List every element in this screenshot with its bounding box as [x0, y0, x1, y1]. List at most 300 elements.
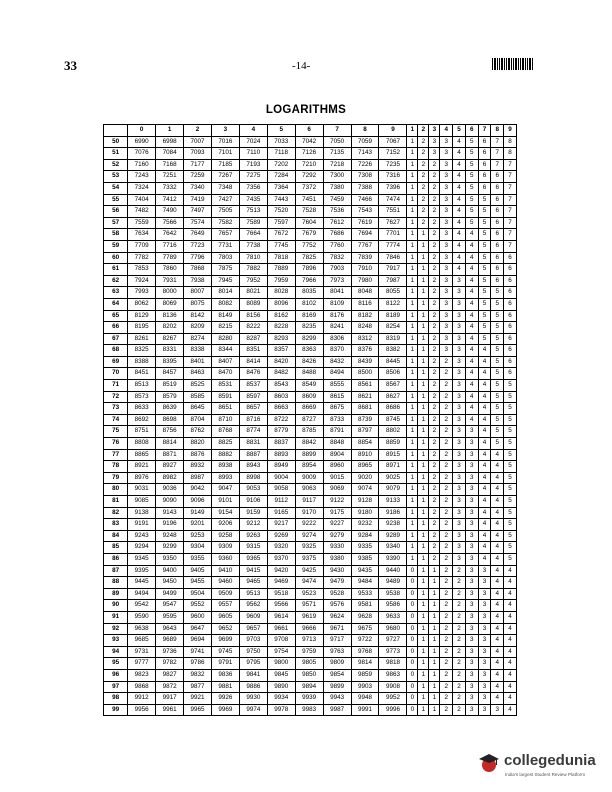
table-cell: 2	[429, 345, 440, 357]
table-cell: 7396	[379, 182, 407, 194]
table-cell: 9717	[323, 635, 351, 647]
table-cell: 2	[429, 298, 440, 310]
table-cell: 8609	[295, 391, 323, 403]
table-cell: 3	[440, 206, 453, 218]
table-cell: 4	[453, 182, 466, 194]
table-row	[104, 542, 517, 554]
table-cell: 0	[407, 600, 418, 612]
table-cell: 4	[465, 380, 478, 392]
table-cell: 1	[407, 310, 418, 322]
table-cell: 7966	[295, 275, 323, 287]
table-cell: 9609	[239, 611, 267, 623]
table-cell: 7497	[184, 206, 212, 218]
table-cell: 8567	[379, 380, 407, 392]
row-number-cell: 62	[104, 275, 128, 287]
table-row	[104, 171, 517, 183]
table-cell: 3	[465, 588, 478, 600]
table-cell: 8859	[379, 438, 407, 450]
table-row	[104, 380, 517, 392]
table-cell: 8887	[239, 449, 267, 461]
table-cell: 1	[418, 669, 429, 681]
table-cell: 2	[429, 438, 440, 450]
table-cell: 7551	[379, 206, 407, 218]
table-cell: 4	[491, 693, 504, 705]
table-cell: 7292	[295, 171, 323, 183]
table-cell: 8837	[267, 438, 295, 450]
table-cell: 7	[491, 148, 504, 160]
table-cell: 8651	[211, 403, 239, 415]
table-cell: 8488	[295, 368, 323, 380]
table-cell: 1	[418, 426, 429, 438]
row-number-cell: 87	[104, 565, 128, 577]
table-row	[104, 461, 517, 473]
table-cell: 4	[453, 148, 466, 160]
table-cell: 9713	[295, 635, 323, 647]
table-cell: 6	[504, 368, 517, 380]
row-number-cell: 61	[104, 264, 128, 276]
table-cell: 5	[465, 148, 478, 160]
table-cell: 9703	[239, 635, 267, 647]
table-cell: 8854	[351, 438, 379, 450]
table-cell: 7259	[184, 171, 212, 183]
table-cell: 9581	[351, 600, 379, 612]
table-cell: 1	[418, 472, 429, 484]
row-number-cell: 99	[104, 704, 128, 716]
table-cell: 9154	[211, 507, 239, 519]
table-cell: 7275	[239, 171, 267, 183]
table-cell: 9773	[379, 646, 407, 658]
table-cell: 6	[491, 206, 504, 218]
table-cell: 1	[418, 438, 429, 450]
table-cell: 2	[440, 669, 453, 681]
table-cell: 3	[465, 623, 478, 635]
table-cell: 5	[491, 310, 504, 322]
table-cell: 9128	[351, 496, 379, 508]
table-cell: 9628	[351, 611, 379, 623]
table-cell: 9983	[295, 704, 323, 716]
table-cell: 7202	[267, 159, 295, 171]
table-cell: 9149	[184, 507, 212, 519]
row-number-cell: 57	[104, 217, 128, 229]
table-cell: 2	[429, 380, 440, 392]
table-cell: 7332	[156, 182, 184, 194]
table-cell: 1	[429, 681, 440, 693]
table-cell: 9863	[379, 669, 407, 681]
table-cell: 7076	[128, 148, 156, 160]
table-row	[104, 310, 517, 322]
table-cell: 3	[478, 635, 491, 647]
table-cell: 8312	[351, 333, 379, 345]
table-cell: 5	[478, 287, 491, 299]
table-row	[104, 704, 517, 716]
table-cell: 7135	[323, 148, 351, 160]
page-title: LOGARITHMS	[265, 104, 347, 116]
table-cell: 1	[429, 658, 440, 670]
table-cell: 2	[418, 171, 429, 183]
table-cell: 7218	[323, 159, 351, 171]
table-cell: 8915	[379, 449, 407, 461]
table-cell: 3	[465, 472, 478, 484]
table-cell: 9991	[351, 704, 379, 716]
table-cell: 2	[429, 368, 440, 380]
table-cell: 5	[478, 229, 491, 241]
table-cell: 6	[491, 240, 504, 252]
table-cell: 7388	[351, 182, 379, 194]
table-cell: 7110	[239, 148, 267, 160]
table-cell: 3	[465, 611, 478, 623]
row-number-cell: 68	[104, 345, 128, 357]
table-cell: 8681	[351, 403, 379, 415]
table-cell: 0	[407, 693, 418, 705]
table-cell: 1	[407, 240, 418, 252]
row-number-cell: 77	[104, 449, 128, 461]
table-cell: 3	[465, 496, 478, 508]
table-cell: 5	[504, 461, 517, 473]
table-row	[104, 611, 517, 623]
column-header: 3	[211, 125, 239, 137]
table-cell: 9542	[128, 600, 156, 612]
row-number-cell: 69	[104, 356, 128, 368]
column-header: 4	[239, 125, 267, 137]
table-cell: 7672	[267, 229, 295, 241]
table-cell: 7589	[239, 217, 267, 229]
table-cell: 1	[407, 217, 418, 229]
table-cell: 3	[453, 507, 466, 519]
table-cell: 5	[504, 484, 517, 496]
table-cell: 7597	[267, 217, 295, 229]
table-cell: 2	[453, 600, 466, 612]
table-cell: 7404	[128, 194, 156, 206]
table-cell: 3	[429, 148, 440, 160]
table-cell: 7612	[323, 217, 351, 229]
table-cell: 8621	[351, 391, 379, 403]
table-cell: 4	[465, 229, 478, 241]
table-cell: 6	[504, 298, 517, 310]
table-cell: 9227	[323, 519, 351, 531]
table-cell: 7	[504, 182, 517, 194]
table-cell: 9675	[351, 623, 379, 635]
table-cell: 3	[440, 229, 453, 241]
table-cell: 7559	[128, 217, 156, 229]
table-cell: 1	[407, 182, 418, 194]
table-cell: 1	[418, 519, 429, 531]
table-cell: 2	[440, 530, 453, 542]
table-cell: 9232	[351, 519, 379, 531]
table-cell: 3	[465, 530, 478, 542]
table-cell: 4	[465, 322, 478, 334]
table-cell: 3	[453, 368, 466, 380]
table-cell: 8645	[184, 403, 212, 415]
table-cell: 8756	[156, 426, 184, 438]
table-cell: 0	[407, 681, 418, 693]
table-cell: 1	[407, 356, 418, 368]
table-cell: 2	[440, 484, 453, 496]
table-cell: 4	[478, 449, 491, 461]
table-cell: 1	[407, 287, 418, 299]
table-cell: 9566	[267, 600, 295, 612]
table-cell: 4	[465, 264, 478, 276]
table-cell: 9722	[351, 635, 379, 647]
table-cell: 6	[491, 182, 504, 194]
table-cell: 7126	[295, 148, 323, 160]
table-cell: 8445	[379, 356, 407, 368]
table-cell: 8388	[128, 356, 156, 368]
table-cell: 8082	[211, 298, 239, 310]
table-cell: 9315	[239, 542, 267, 554]
table-cell: 5	[504, 414, 517, 426]
table-cell: 9952	[379, 693, 407, 705]
table-cell: 1	[407, 507, 418, 519]
table-row	[104, 182, 517, 194]
table-cell: 4	[491, 461, 504, 473]
table-cell: 4	[465, 240, 478, 252]
column-header: 7	[478, 125, 491, 137]
table-cell: 6	[478, 182, 491, 194]
table-cell: 9206	[211, 519, 239, 531]
table-cell: 2	[418, 194, 429, 206]
table-cell: 1	[418, 240, 429, 252]
table-cell: 9469	[267, 577, 295, 589]
table-cell: 8633	[128, 403, 156, 415]
table-cell: 1	[407, 298, 418, 310]
table-cell: 7251	[156, 171, 184, 183]
table-cell: 8960	[323, 461, 351, 473]
column-header: 8	[351, 125, 379, 137]
table-cell: 0	[407, 623, 418, 635]
table-cell: 2	[429, 171, 440, 183]
table-cell: 7752	[295, 240, 323, 252]
table-cell: 2	[429, 496, 440, 508]
table-cell: 7	[504, 229, 517, 241]
table-cell: 6	[491, 217, 504, 229]
table-cell: 8733	[323, 414, 351, 426]
table-cell: 7	[504, 217, 517, 229]
table-cell: 1	[407, 391, 418, 403]
table-cell: 7419	[184, 194, 212, 206]
table-cell: 0	[407, 635, 418, 647]
table-cell: 7372	[295, 182, 323, 194]
table-cell: 2	[440, 391, 453, 403]
table-cell: 4	[478, 519, 491, 531]
table-cell: 8142	[184, 310, 212, 322]
table-cell: 8537	[239, 380, 267, 392]
table-cell: 1	[418, 611, 429, 623]
table-cell: 5	[478, 206, 491, 218]
table-cell: 8331	[156, 345, 184, 357]
table-cell: 7451	[295, 194, 323, 206]
table-cell: 9805	[295, 658, 323, 670]
table-cell: 5	[504, 449, 517, 461]
table-cell: 8376	[351, 345, 379, 357]
table-cell: 9350	[156, 553, 184, 565]
table-cell: 8267	[156, 333, 184, 345]
table-cell: 9763	[323, 646, 351, 658]
table-cell: 7882	[239, 264, 267, 276]
table-cell: 9484	[351, 577, 379, 589]
table-cell: 8774	[239, 426, 267, 438]
table-cell: 4	[453, 136, 466, 148]
table-cell: 2	[440, 356, 453, 368]
table-cell: 9845	[267, 669, 295, 681]
table-cell: 7007	[184, 136, 212, 148]
watermark-tagline: India's largest Student Review Platform	[505, 772, 586, 777]
table-cell: 9025	[379, 472, 407, 484]
table-cell: 4	[491, 681, 504, 693]
table-cell: 8549	[295, 380, 323, 392]
table-cell: 9605	[211, 611, 239, 623]
table-cell: 2	[418, 159, 429, 171]
table-cell: 9759	[295, 646, 323, 658]
table-cell: 2	[440, 449, 453, 461]
table-cell: 7324	[128, 182, 156, 194]
table-cell: 4	[504, 588, 517, 600]
table-cell: 4	[491, 496, 504, 508]
table-cell: 8791	[323, 426, 351, 438]
table-cell: 9479	[323, 577, 351, 589]
row-number-cell: 53	[104, 171, 128, 183]
table-row	[104, 635, 517, 647]
table-cell: 9335	[351, 542, 379, 554]
row-number-cell: 75	[104, 426, 128, 438]
table-cell: 8089	[239, 298, 267, 310]
table-cell: 9643	[156, 623, 184, 635]
logarithm-table	[103, 124, 517, 716]
table-cell: 8	[504, 136, 517, 148]
table-cell: 1	[418, 264, 429, 276]
table-cell: 8494	[323, 368, 351, 380]
table-cell: 3	[465, 658, 478, 670]
table-cell: 7973	[323, 275, 351, 287]
table-cell: 8657	[239, 403, 267, 415]
table-cell: 9912	[128, 693, 156, 705]
row-number-cell: 79	[104, 472, 128, 484]
table-cell: 9499	[156, 588, 184, 600]
table-cell: 9117	[295, 496, 323, 508]
table-cell: 2	[429, 449, 440, 461]
table-cell: 9217	[267, 519, 295, 531]
column-header: 7	[323, 125, 351, 137]
table-cell: 6998	[156, 136, 184, 148]
row-number-cell: 81	[104, 496, 128, 508]
table-cell: 9614	[267, 611, 295, 623]
row-number-cell: 85	[104, 542, 128, 554]
table-cell: 8319	[379, 333, 407, 345]
table-cell: 4	[504, 623, 517, 635]
table-cell: 9455	[184, 577, 212, 589]
table-cell: 7364	[267, 182, 295, 194]
table-cell: 9657	[239, 623, 267, 635]
table-cell: 8692	[128, 414, 156, 426]
table-cell: 3	[453, 553, 466, 565]
table-cell: 8943	[239, 461, 267, 473]
table-row	[104, 240, 517, 252]
row-number-cell: 50	[104, 136, 128, 148]
row-number-cell: 51	[104, 148, 128, 160]
table-cell: 1	[418, 577, 429, 589]
table-cell: 2	[429, 217, 440, 229]
table-cell: 1	[418, 403, 429, 415]
table-cell: 7490	[156, 206, 184, 218]
table-cell: 0	[407, 577, 418, 589]
page-number: 33	[64, 58, 77, 73]
table-cell: 8129	[128, 310, 156, 322]
table-cell: 9269	[267, 530, 295, 542]
graduate-cap-icon	[478, 752, 500, 774]
table-cell: 0	[407, 565, 418, 577]
table-cell: 9106	[239, 496, 267, 508]
table-cell: 7412	[156, 194, 184, 206]
table-cell: 9320	[267, 542, 295, 554]
table-cell: 3	[465, 693, 478, 705]
table-cell: 1	[418, 658, 429, 670]
table-cell: 3	[465, 681, 478, 693]
table-cell: 8306	[323, 333, 351, 345]
table-cell: 7284	[267, 171, 295, 183]
table-cell: 4	[504, 600, 517, 612]
table-cell: 7380	[323, 182, 351, 194]
table-cell: 8370	[323, 345, 351, 357]
table-cell: 3	[440, 182, 453, 194]
table-cell: 6	[491, 275, 504, 287]
table-cell: 8762	[184, 426, 212, 438]
table-cell: 7993	[128, 287, 156, 299]
table-cell: 8768	[211, 426, 239, 438]
table-cell: 8965	[351, 461, 379, 473]
table-cell: 9741	[184, 646, 212, 658]
table-cell: 3	[465, 635, 478, 647]
table-cell: 9782	[156, 658, 184, 670]
table-row	[104, 530, 517, 542]
table-cell: 9294	[128, 542, 156, 554]
table-cell: 9836	[211, 669, 239, 681]
column-header: 5	[267, 125, 295, 137]
table-cell: 3	[465, 553, 478, 565]
table-cell: 1	[407, 496, 418, 508]
table-cell: 7243	[128, 171, 156, 183]
table-cell: 5	[504, 403, 517, 415]
table-cell: 9340	[379, 542, 407, 554]
table-cell: 1	[407, 380, 418, 392]
table-cell: 9180	[351, 507, 379, 519]
table-cell: 8325	[128, 345, 156, 357]
table-cell: 9708	[267, 635, 295, 647]
table-cell: 1	[418, 275, 429, 287]
table-cell: 3	[440, 159, 453, 171]
table-cell: 4	[465, 356, 478, 368]
table-cell: 2	[429, 530, 440, 542]
table-cell: 9633	[379, 611, 407, 623]
row-number-cell: 54	[104, 182, 128, 194]
table-cell: 9309	[211, 542, 239, 554]
table-cell: 8976	[128, 472, 156, 484]
table-cell: 9133	[379, 496, 407, 508]
table-cell: 8395	[156, 356, 184, 368]
table-cell: 8162	[267, 310, 295, 322]
table-cell: 3	[465, 507, 478, 519]
table-cell: 9222	[295, 519, 323, 531]
table-cell: 8241	[323, 322, 351, 334]
table-cell: 8876	[184, 449, 212, 461]
table-cell: 5	[478, 217, 491, 229]
column-header: 1	[407, 125, 418, 137]
table-cell: 9571	[295, 600, 323, 612]
table-cell: 3	[453, 356, 466, 368]
table-cell: 9987	[323, 704, 351, 716]
table-cell: 4	[478, 356, 491, 368]
table-cell: 7059	[351, 136, 379, 148]
table-cell: 9504	[184, 588, 212, 600]
table-cell: 3	[453, 461, 466, 473]
